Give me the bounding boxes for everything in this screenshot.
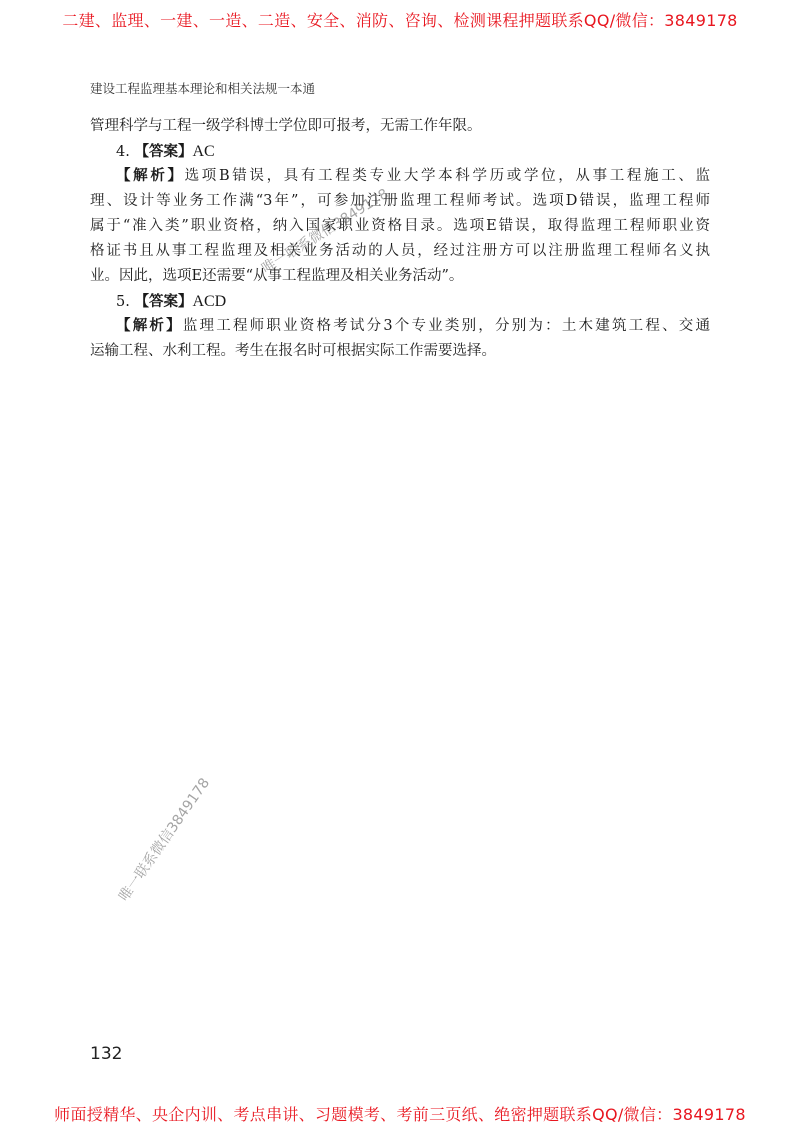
watermark-text: 唯一联系微信3849178 bbox=[116, 775, 214, 905]
analysis-text: 选项B错误，具有工程类专业大学本科学历或学位，从事工程施工、监 bbox=[184, 168, 710, 184]
answer-value: AC bbox=[192, 143, 215, 160]
analysis-4-line-4: 格证书且从事工程监理及相关业务活动的人员，经过注册方可以注册监理工程师名义执 bbox=[90, 243, 710, 259]
answer-tag: 【答案】 bbox=[134, 294, 193, 310]
bottom-promo-banner: 师面授精华、央企内训、考点串讲、习题模考、考前三页纸、绝密押题联系QQ/微信：3849178 bbox=[54, 1105, 746, 1124]
analysis-4-line-1 bbox=[90, 164, 710, 189]
analysis-5-line-2: 运输工程、水利工程。考生在报名时可根据实际工作需要选择。 bbox=[90, 343, 496, 359]
answer-value: ACD bbox=[192, 293, 227, 310]
analysis-tag: 【解析】 bbox=[116, 168, 185, 184]
question-number: 4. bbox=[116, 144, 130, 160]
watermark-text: 唯一联系微信3849178 bbox=[258, 186, 392, 278]
analysis-4-line-5: 业。因此，选项E还需要“从事工程监理及相关业务活动”。 bbox=[90, 268, 464, 284]
analysis-4-line-3: 属于“准入类”职业资格，纳入国家职业资格目录。选项E错误，取得监理工程师职业资 bbox=[90, 218, 710, 234]
answer-4 bbox=[90, 139, 710, 164]
answer-tag: 【答案】 bbox=[134, 144, 193, 160]
top-promo-banner: 二建、监理、一建、一造、二造、安全、消防、咨询、检测课程押题联系QQ/微信：3849178 bbox=[62, 11, 738, 30]
analysis-text: 监理工程师职业资格考试分3个专业类别，分别为：土木建筑工程、交通 bbox=[182, 318, 710, 334]
page-number: 132 bbox=[90, 1044, 123, 1064]
running-head: 建设工程监理基本理论和相关法规一本通 bbox=[90, 81, 316, 96]
analysis-4-line-2: 理、设计等业务工作满“3年”，可参加注册监理工程师考试。选项D错误，监理工程师 bbox=[90, 193, 710, 209]
continued-line: 管理科学与工程一级学科博士学位即可报考，无需工作年限。 bbox=[90, 118, 482, 134]
analysis-tag: 【解析】 bbox=[116, 318, 183, 334]
page-content bbox=[90, 114, 710, 364]
answer-5 bbox=[90, 289, 710, 314]
analysis-5-line-1 bbox=[90, 314, 710, 339]
question-number: 5. bbox=[116, 294, 130, 310]
